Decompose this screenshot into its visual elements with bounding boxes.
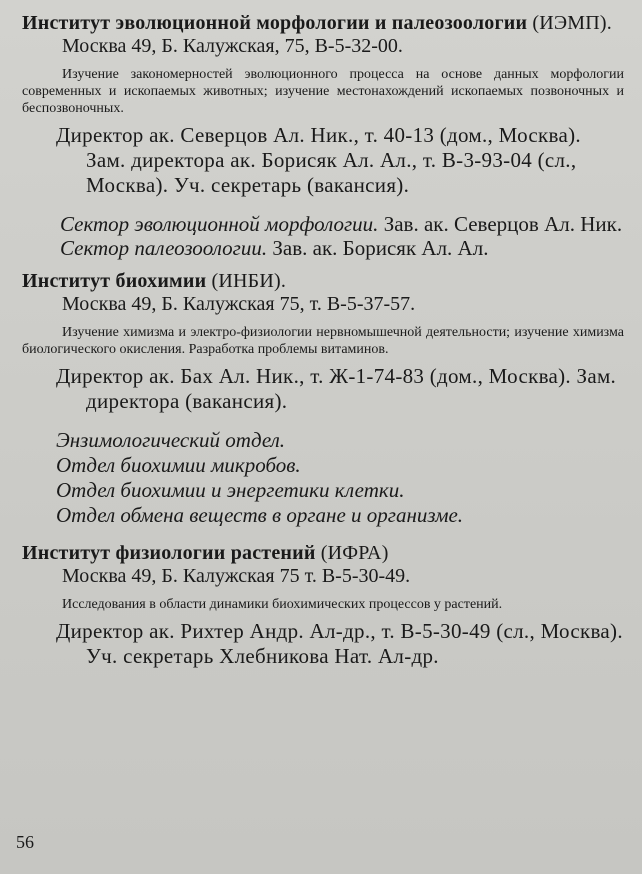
institute-heading xyxy=(22,542,624,564)
page-number: 56 xyxy=(16,832,34,852)
institute-heading xyxy=(22,12,624,34)
institute-name: Институт физиологии растений xyxy=(22,542,316,564)
sector-head: Зав. ак. Северцов Ал. Ник. xyxy=(383,212,623,236)
institute-abbreviation: (ИФРА) xyxy=(320,542,389,564)
sector-head: Зав. ак. Борисяк Ал. Ал. xyxy=(272,236,489,260)
institute-abbreviation: (ИЭМП). xyxy=(532,12,612,34)
department-item: Отдел биохимии и энергетики клетки. xyxy=(56,478,405,502)
sector-line xyxy=(22,236,624,260)
institute-entry xyxy=(22,270,624,528)
institute-address: Москва 49, Б. Калужская 75 т. В-5-30-49. xyxy=(62,565,411,587)
institute-heading xyxy=(22,270,624,292)
department-item: Энзимологический отдел. xyxy=(56,428,286,452)
institute-staff: Директор ак. Северцов Ал. Ник., т. 40-13 (дом., Москва). Зам. директора ак. Борисяк Ал. Ал., т. В-3-93-04 (сл., Москва). Уч. секретарь (вакансия). xyxy=(56,123,581,197)
institute-description: Исследования в области динамики биохимических процессов у растений. xyxy=(62,597,503,612)
institute-staff: Директор ак. Рихтер Андр. Ал-др., т. В-5-30-49 (сл., Москва). Уч. секретарь Хлебникова Нат. Ал-др. xyxy=(56,619,623,668)
institute-entry xyxy=(22,542,624,669)
institute-entry xyxy=(22,12,624,260)
institute-address: Москва 49, Б. Калужская, 75, В-5-32-00. xyxy=(62,35,403,57)
department-item: Отдел обмена веществ в органе и организме. xyxy=(56,503,464,527)
institute-name: Институт биохимии xyxy=(22,270,207,292)
institute-name: Институт эволюционной морфологии и палеозоологии xyxy=(22,12,528,34)
institute-description: Изучение закономерностей эволюционного процесса на основе данных морфологии современных и ископаемых животных; изучение местонахождений ископаемых позвоночных и беспозвоночных. xyxy=(22,67,624,116)
institute-address: Москва 49, Б. Калужская 75, т. В-5-37-57. xyxy=(62,293,416,315)
institute-staff: Директор ак. Бах Ал. Ник., т. Ж-1-74-83 (дом., Москва). Зам. директора (вакансия). xyxy=(56,364,617,413)
institute-description: Изучение химизма и электро-физиологии нервномышечной деятельности; изучение химизма биологического окисления. Разработка проблемы витаминов. xyxy=(22,325,624,357)
sector-title: Сектор эволюционной морфологии. xyxy=(60,212,379,236)
sector-line xyxy=(22,212,624,236)
institute-abbreviation: (ИНБИ). xyxy=(211,270,287,292)
sector-title: Сектор палеозоологии. xyxy=(60,236,268,260)
department-item: Отдел биохимии микробов. xyxy=(56,453,301,477)
